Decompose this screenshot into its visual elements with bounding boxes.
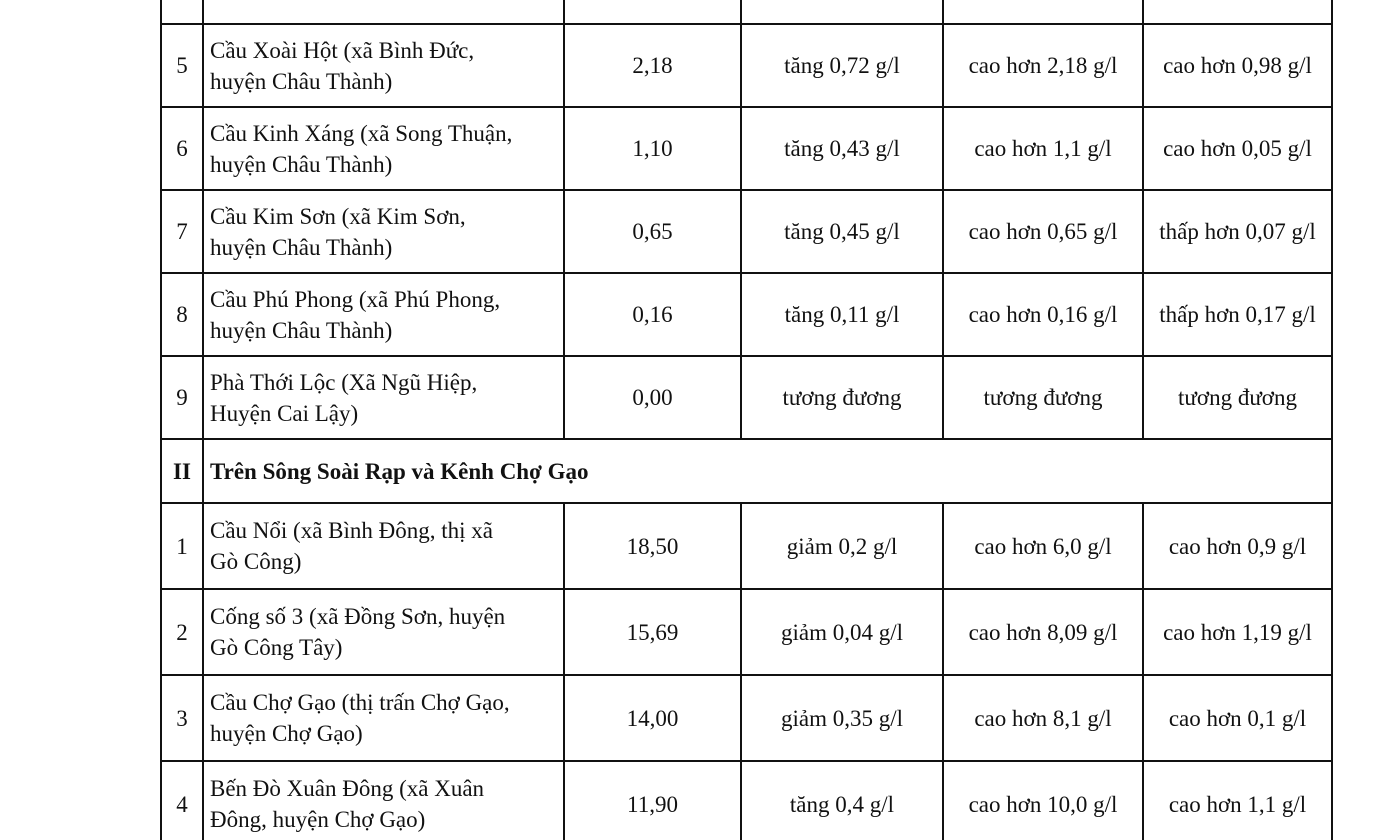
comparison-2: cao hơn 1,19 g/l	[1143, 589, 1332, 675]
salinity-value: 2,18	[564, 24, 741, 107]
section-number: II	[161, 439, 203, 503]
salinity-value	[564, 0, 741, 24]
comparison-1: cao hơn 1,1 g/l	[943, 107, 1143, 190]
table-row	[161, 24, 1332, 107]
location-line: Gò Công Tây)	[210, 635, 343, 660]
comparison-2: tương đương	[1143, 356, 1332, 439]
salinity-value: 14,00	[564, 675, 741, 761]
location-cell	[203, 503, 564, 589]
salinity-value: 18,50	[564, 503, 741, 589]
row-number: 7	[161, 190, 203, 273]
location-line: Gò Công)	[210, 549, 302, 574]
location-line: huyện Chợ Gạo)	[210, 721, 363, 746]
location-cell	[203, 24, 564, 107]
change-vs-previous: giảm 0,04 g/l	[741, 589, 943, 675]
table-row	[161, 503, 1332, 589]
comparison-1: cao hơn 0,16 g/l	[943, 273, 1143, 356]
location-cell	[203, 356, 564, 439]
change-vs-previous: tương đương	[741, 356, 943, 439]
location-line: Cầu Kim Sơn (xã Kim Sơn,	[210, 203, 466, 229]
change-vs-previous	[741, 0, 943, 24]
change-vs-previous: giảm 0,35 g/l	[741, 675, 943, 761]
comparison-1: cao hơn 2,18 g/l	[943, 24, 1143, 107]
comparison-1: cao hơn 10,0 g/l	[943, 761, 1143, 840]
location-cell	[203, 273, 564, 356]
location-line: huyện Châu Thành)	[210, 317, 393, 343]
salinity-value: 0,65	[564, 190, 741, 273]
row-number: 3	[161, 675, 203, 761]
row-number: 6	[161, 107, 203, 190]
comparison-1	[943, 0, 1143, 24]
change-vs-previous: tăng 0,72 g/l	[741, 24, 943, 107]
location-line: huyện Châu Thành)	[210, 234, 393, 260]
section-header-row	[161, 439, 1332, 503]
comparison-1: cao hơn 6,0 g/l	[943, 503, 1143, 589]
comparison-2: cao hơn 1,1 g/l	[1143, 761, 1332, 840]
salinity-value: 15,69	[564, 589, 741, 675]
comparison-2: cao hơn 0,1 g/l	[1143, 675, 1332, 761]
location-line: Huyện Cai Lậy)	[210, 400, 359, 426]
row-number: 8	[161, 273, 203, 356]
salinity-table	[160, 0, 1333, 840]
row-number: 5	[161, 24, 203, 107]
location-line: Cầu Kinh Xáng (xã Song Thuận,	[210, 120, 513, 146]
table-row	[161, 675, 1332, 761]
comparison-2: thấp hơn 0,17 g/l	[1143, 273, 1332, 356]
comparison-1: cao hơn 8,1 g/l	[943, 675, 1143, 761]
location-line: huyện Châu Thành)	[210, 68, 393, 94]
location-line: Đông, huyện Chợ Gạo)	[210, 807, 426, 832]
comparison-2	[1143, 0, 1332, 24]
location-line: Cầu Chợ Gạo (thị trấn Chợ Gạo,	[210, 690, 510, 715]
comparison-1: tương đương	[943, 356, 1143, 439]
location-cell	[203, 761, 564, 840]
salinity-value: 0,00	[564, 356, 741, 439]
row-number: 9	[161, 356, 203, 439]
change-vs-previous: tăng 0,4 g/l	[741, 761, 943, 840]
location-line: Cầu Phú Phong (xã Phú Phong,	[210, 286, 501, 312]
section-title: Trên Sông Soài Rạp và Kênh Chợ Gạo	[203, 439, 1332, 503]
comparison-2: thấp hơn 0,07 g/l	[1143, 190, 1332, 273]
location-line: Bến Đò Xuân Đông (xã Xuân	[210, 776, 485, 801]
change-vs-previous: giảm 0,2 g/l	[741, 503, 943, 589]
row-number: 2	[161, 589, 203, 675]
location-cell	[203, 589, 564, 675]
location-cell	[203, 190, 564, 273]
table-row	[161, 0, 1332, 24]
comparison-2: cao hơn 0,05 g/l	[1143, 107, 1332, 190]
change-vs-previous: tăng 0,11 g/l	[741, 273, 943, 356]
location-line: huyện Châu Thành)	[210, 151, 393, 177]
comparison-2: cao hơn 0,98 g/l	[1143, 24, 1332, 107]
table-row	[161, 190, 1332, 273]
location-line: Cầu Xoài Hột (xã Bình Đức,	[210, 37, 475, 63]
change-vs-previous: tăng 0,45 g/l	[741, 190, 943, 273]
table-row	[161, 356, 1332, 439]
location-line: Cống số 3 (xã Đồng Sơn, huyện	[210, 604, 506, 629]
comparison-2: cao hơn 0,9 g/l	[1143, 503, 1332, 589]
location-cell	[203, 675, 564, 761]
table-row	[161, 761, 1332, 840]
table-row	[161, 107, 1332, 190]
location-cell	[203, 107, 564, 190]
comparison-1: cao hơn 8,09 g/l	[943, 589, 1143, 675]
salinity-value: 0,16	[564, 273, 741, 356]
row-number	[161, 0, 203, 24]
table-row	[161, 273, 1332, 356]
comparison-1: cao hơn 0,65 g/l	[943, 190, 1143, 273]
table-row	[161, 589, 1332, 675]
salinity-value: 1,10	[564, 107, 741, 190]
location-line: Cầu Nổi (xã Bình Đông, thị xã	[210, 518, 493, 543]
salinity-value: 11,90	[564, 761, 741, 840]
change-vs-previous: tăng 0,43 g/l	[741, 107, 943, 190]
row-number: 4	[161, 761, 203, 840]
location-cell	[203, 0, 564, 24]
location-line: Phà Thới Lộc (Xã Ngũ Hiệp,	[210, 369, 478, 395]
row-number: 1	[161, 503, 203, 589]
